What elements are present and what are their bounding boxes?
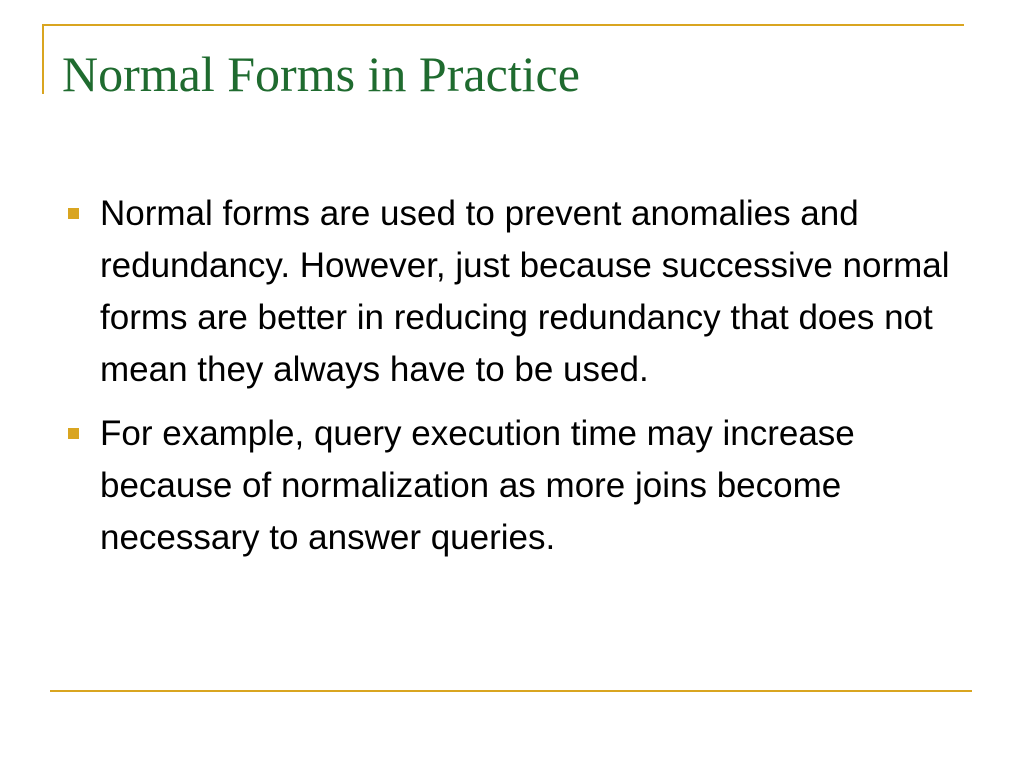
footer-rule [50,690,972,692]
slide-title: Normal Forms in Practice [62,46,580,102]
title-frame-left-rule [42,24,44,94]
bullet-item [62,408,962,564]
square-bullet-icon [68,428,79,439]
bullet-text: Normal forms are used to prevent anomalies and redundancy. However, just because successive normal forms are better in reducing redundancy that does not mean they always have to be used. [100,194,950,389]
bullet-text: For example, query execution time may increase because of normalization as more joins become necessary to answer queries. [100,414,855,557]
title-frame-top-rule [42,24,964,26]
bullet-item [62,188,962,396]
square-bullet-icon [68,208,79,219]
bullet-list [62,188,962,576]
